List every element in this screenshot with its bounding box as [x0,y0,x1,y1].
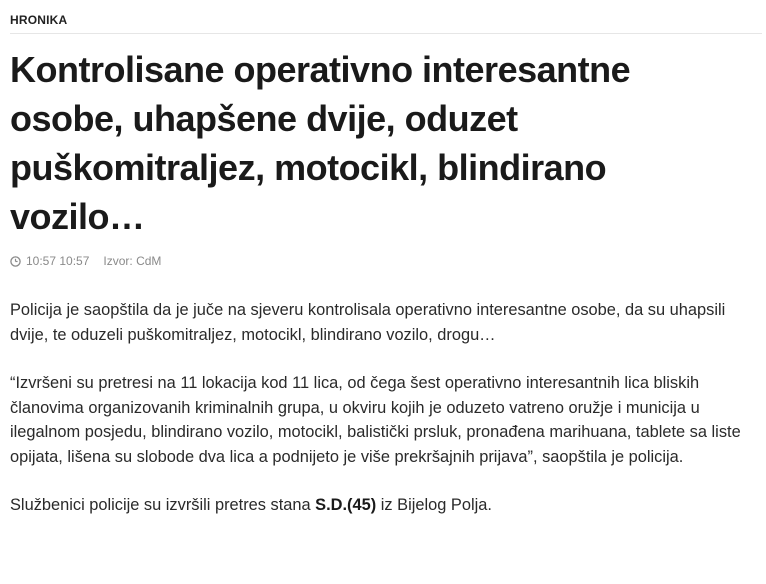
publish-time: 10:57 10:57 [26,254,90,268]
article-body [10,298,762,518]
article [10,0,762,542]
source-label: Izvor: CdM [103,254,162,268]
category-label[interactable]: HRONIKA [10,0,762,34]
paragraph-text: Službenici policije su izvršili pretres stana [10,496,316,514]
clock-icon [10,256,21,267]
article-meta [10,253,762,269]
paragraph: Policija je saopštila da je juče na sjeveru kontrolisala operativno interesantne osobe, da su uhapsili dvije, te oduzeli puškomitraljez, motocikl, blindirano vozilo, drogu… [10,301,726,344]
paragraph [10,493,762,518]
suspect-initials: S.D.(45) [315,496,377,514]
paragraph: “Izvršeni su pretresi na 11 lokacija kod 11 lica, od čega šest operativno interesantnih lica bliskih članovima organizovanih kriminalnih grupa, u okviru kojih je oduzeto vatreno oružje i municija u ilegalnom posjedu, blindirano vozilo, motocikl, balistički prsluk, pronađena marihuana, tablete sa liste opijata, lišena su slobode dva lica a podnijeto je više prekršajnih prijava”, saopštila je policija. [10,374,741,466]
article-headline: Kontrolisane operativno interesantne osobe, uhapšene dvije, oduzet puškomitraljez, motocikl, blindirano vozilo… [10,49,631,237]
paragraph-text: iz Bijelog Polja. [376,496,492,514]
